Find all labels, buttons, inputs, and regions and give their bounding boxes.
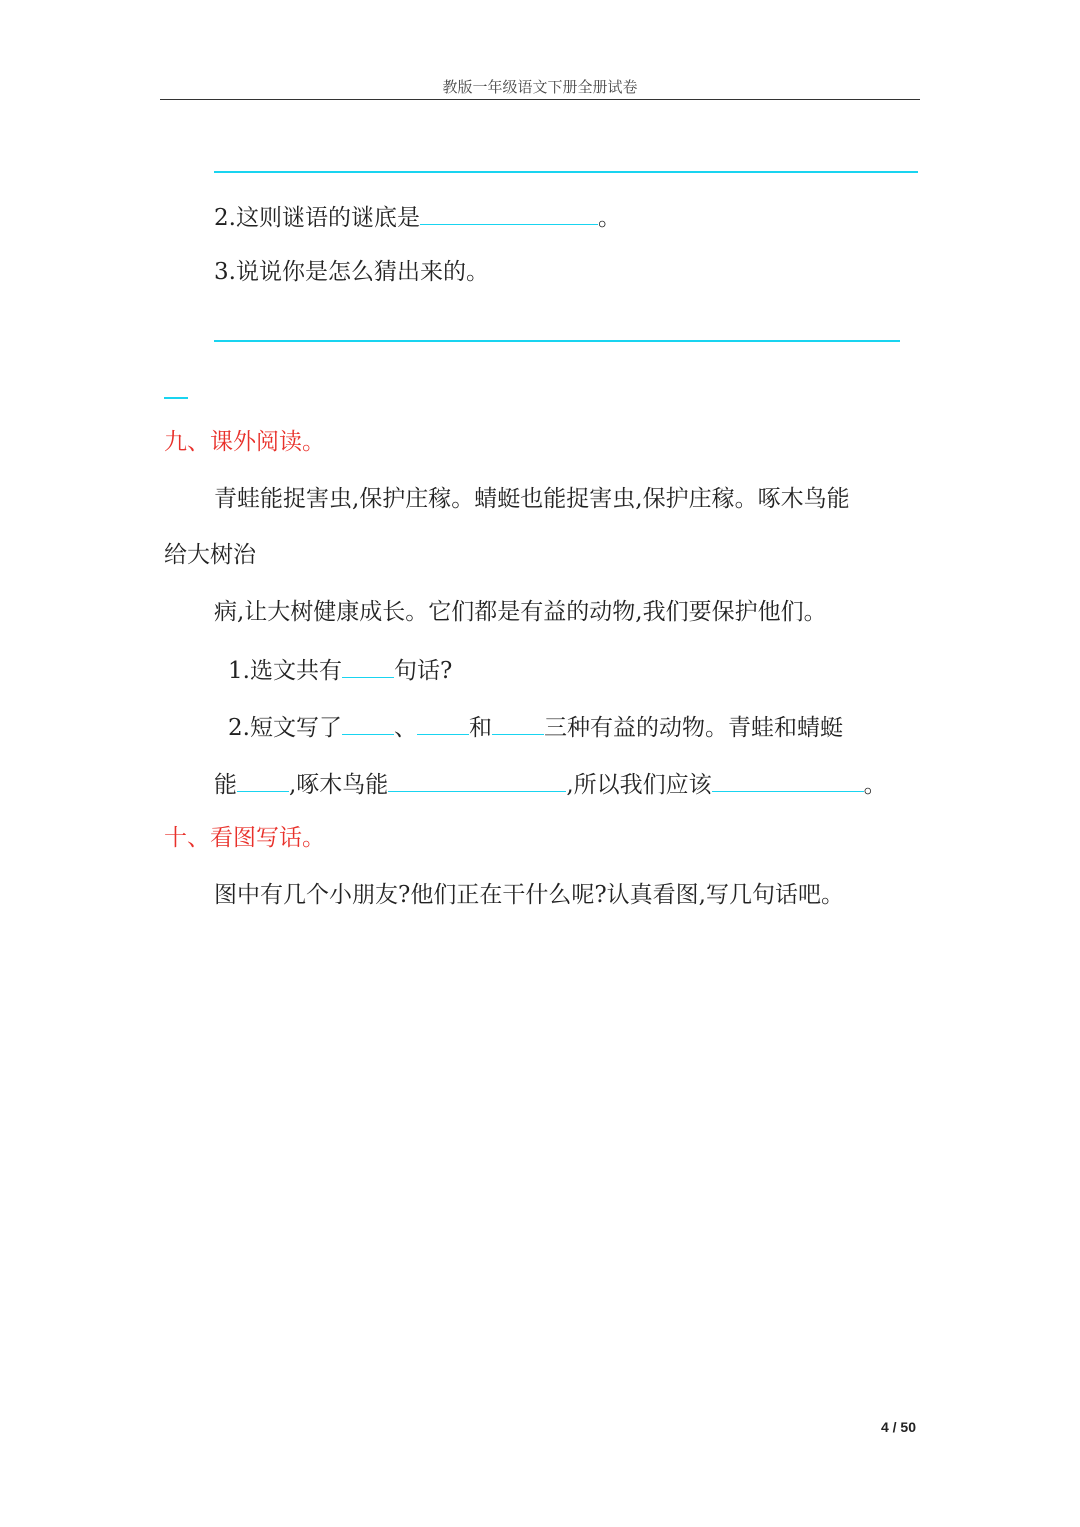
question-9-2-line-2-part-4: 。 bbox=[863, 772, 887, 798]
question-9-2-part-2: 、 bbox=[393, 715, 417, 741]
frog-dragonfly-ability-blank[interactable] bbox=[237, 767, 289, 792]
question-9-1 bbox=[228, 653, 452, 686]
passage-line-1: 青蛙能捉害虫,保护庄稼。蜻蜓也能捉害虫,保护庄稼。啄木鸟能 bbox=[214, 486, 850, 512]
section-9-title: 九、课外阅读。 bbox=[164, 429, 325, 455]
riddle-answer-blank[interactable] bbox=[420, 200, 598, 225]
question-8-2-suffix: 。 bbox=[597, 205, 621, 231]
header-divider bbox=[160, 99, 920, 100]
question-9-2-line-2-part-1: 能 bbox=[214, 772, 237, 798]
sentence-count-blank[interactable] bbox=[342, 653, 394, 678]
question-9-2-line-2-part-2: ,啄木鸟能 bbox=[289, 772, 389, 798]
answer-line-2-overflow bbox=[164, 397, 188, 399]
question-9-2-part-3: 和 bbox=[468, 715, 492, 741]
question-9-1-prefix: 1.选文共有 bbox=[228, 658, 342, 684]
animal-blank-1[interactable] bbox=[342, 710, 394, 735]
question-8-3: 3.说说你是怎么猜出来的。 bbox=[214, 259, 489, 285]
animal-blank-2[interactable] bbox=[417, 710, 469, 735]
section-10-title: 十、看图写话。 bbox=[164, 825, 325, 851]
answer-line-2 bbox=[214, 340, 900, 342]
passage-line-3: 病,让大树健康成长。它们都是有益的动物,我们要保护他们。 bbox=[214, 599, 827, 625]
question-9-1-suffix: 句话? bbox=[393, 658, 453, 684]
section-10-instruction: 图中有几个小朋友?他们正在干什么呢?认真看图,写几句话吧。 bbox=[214, 882, 844, 908]
question-9-2-line-2 bbox=[214, 767, 887, 800]
animal-blank-3[interactable] bbox=[492, 710, 544, 735]
question-9-2-line-1 bbox=[228, 710, 843, 743]
passage-line-2: 给大树治 bbox=[164, 542, 256, 568]
question-9-2-part-4: 三种有益的动物。青蛙和蜻蜓 bbox=[543, 715, 843, 741]
question-9-2-line-2-part-3: ,所以我们应该 bbox=[566, 772, 712, 798]
question-8-2 bbox=[214, 200, 621, 233]
woodpecker-ability-blank[interactable] bbox=[388, 767, 566, 792]
page-number: 4 / 50 bbox=[880, 1419, 916, 1435]
question-8-2-prefix: 2.这则谜语的谜底是 bbox=[214, 205, 420, 231]
what-we-should-do-blank[interactable] bbox=[712, 767, 864, 792]
answer-line-1 bbox=[214, 171, 918, 173]
document-header-title: 教版一年级语文下册全册试卷 bbox=[442, 78, 638, 96]
question-9-2-part-1: 2.短文写了 bbox=[228, 715, 342, 741]
